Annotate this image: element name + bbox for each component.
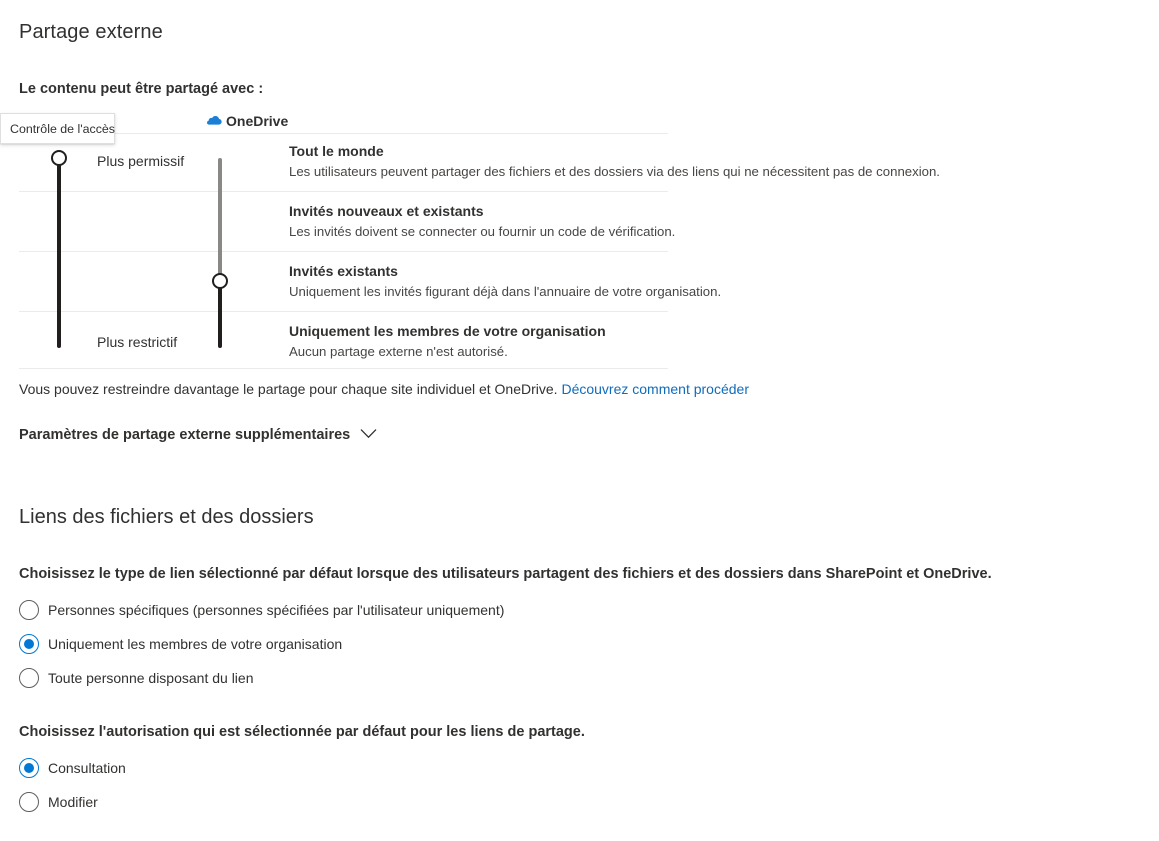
sharing-option-title: Invités existants [289, 263, 398, 279]
permission-radio-view[interactable] [19, 758, 126, 778]
onedrive-column-header [206, 113, 288, 129]
sharepoint-slider-thumb[interactable] [51, 150, 67, 166]
radio-indicator[interactable] [19, 634, 39, 654]
sharing-option-row[interactable] [289, 322, 889, 361]
learn-how-link[interactable]: Découvrez comment procéder [561, 381, 749, 397]
radio-label: Modifier [48, 794, 98, 810]
matrix-top-divider [19, 133, 668, 134]
radio-indicator[interactable] [19, 792, 39, 812]
radio-label: Personnes spécifiques (personnes spécifiées par l'utilisateur uniquement) [48, 602, 505, 618]
restriction-note-text: Vous pouvez restreindre davantage le partage pour chaque site individuel et OneDrive. [19, 381, 562, 397]
radio-indicator[interactable] [19, 668, 39, 688]
sharing-option-description: Les utilisateurs peuvent partager des fichiers et des dossiers via des liens qui ne nécessitent pas de connexion. [289, 164, 940, 179]
restriction-note [19, 381, 749, 397]
link-type-question: Choisissez le type de lien sélectionné par défaut lorsque des utilisateurs partagent des fichiers et des dossiers dans SharePoint et OneDrive. [19, 566, 992, 582]
radio-indicator[interactable] [19, 600, 39, 620]
links-section-title: Liens des fichiers et des dossiers [19, 506, 314, 528]
access-control-tooltip [0, 113, 115, 144]
matrix-bottom-divider [19, 368, 668, 369]
slider-caption-most-restrictive: Plus restrictif [97, 334, 178, 350]
permission-radio-edit[interactable] [19, 792, 98, 812]
chevron-down-icon[interactable] [360, 426, 377, 444]
sharing-option-row[interactable] [289, 142, 940, 181]
matrix-row-divider-1 [19, 191, 668, 192]
sharing-option-title: Invités nouveaux et existants [289, 203, 484, 219]
onedrive-slider-track-inactive [218, 158, 222, 281]
slider-caption-most-permissive: Plus permissif [97, 153, 185, 169]
sharing-option-description: Aucun partage externe n'est autorisé. [289, 344, 508, 359]
sharing-intro-label: Le contenu peut être partagé avec : [19, 81, 264, 97]
matrix-row-divider-2 [19, 251, 668, 252]
link-type-radio-anyone[interactable] [19, 668, 253, 688]
sharing-option-row[interactable] [289, 262, 889, 301]
sharing-option-row[interactable] [289, 202, 889, 241]
sharing-option-title: Uniquement les membres de votre organisation [289, 323, 606, 339]
onedrive-column-label: OneDrive [226, 113, 289, 129]
radio-label: Toute personne disposant du lien [48, 670, 254, 686]
radio-label: Uniquement les membres de votre organisation [48, 636, 343, 652]
radio-indicator[interactable] [19, 758, 39, 778]
sharepoint-sharing-slider[interactable] [47, 150, 69, 355]
onedrive-cloud-icon [206, 113, 222, 129]
sharepoint-slider-track-active [57, 158, 61, 348]
onedrive-sharing-slider[interactable] [208, 150, 230, 355]
link-type-radio-specific-people[interactable] [19, 600, 504, 620]
sharing-option-title: Tout le monde [289, 143, 384, 159]
additional-settings-expander[interactable] [19, 426, 377, 444]
access-control-tooltip-text: Contrôle de l'accès [10, 121, 115, 136]
onedrive-slider-thumb[interactable] [212, 273, 228, 289]
additional-settings-expander-label: Paramètres de partage externe supplémentaires [19, 427, 351, 443]
matrix-row-divider-3 [19, 311, 668, 312]
sharing-option-description: Les invités doivent se connecter ou fournir un code de vérification. [289, 224, 676, 239]
link-type-radio-org-only[interactable] [19, 634, 342, 654]
page-title: Partage externe [19, 21, 163, 43]
onedrive-slider-track-active [218, 281, 222, 348]
sharing-option-description: Uniquement les invités figurant déjà dans l'annuaire de votre organisation. [289, 284, 722, 299]
permission-question: Choisissez l'autorisation qui est sélectionnée par défaut pour les liens de partage. [19, 724, 585, 740]
radio-label: Consultation [48, 760, 126, 776]
